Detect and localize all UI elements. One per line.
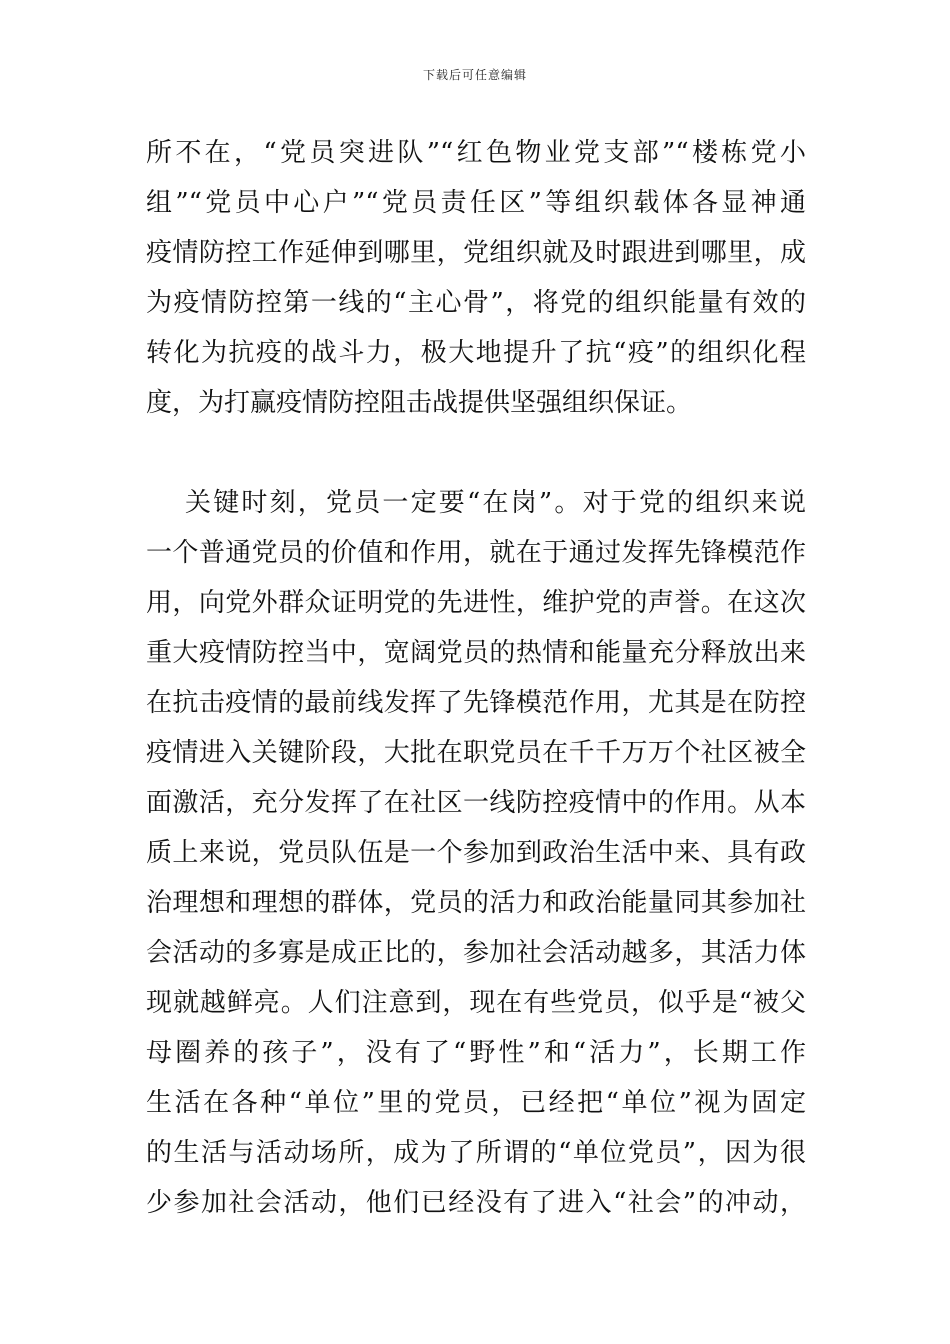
text-line: 组”“党员中心户”“党员责任区”等组织载体各显神通 <box>146 188 806 218</box>
text-line: 一个普通党员的价值和作用，就在于通过发挥先锋模范作 <box>146 538 806 568</box>
text-line: 的生活与活动场所，成为了所谓的“单位党员”，因为很 <box>146 1138 806 1168</box>
paragraph-spacer <box>146 428 806 478</box>
paragraph-1 <box>146 128 806 428</box>
text-line: 所不在，“党员突进队”“红色物业党支部”“楼栋党小 <box>146 138 806 168</box>
text-line: 重大疫情防控当中，宽阔党员的热情和能量充分释放出来 <box>146 638 806 668</box>
text-line: 少参加社会活动，他们已经没有了进入“社会”的冲动， <box>146 1188 806 1218</box>
text-line: 治理想和理想的群体，党员的活力和政治能量同其参加社 <box>146 888 806 918</box>
text-line: 在抗击疫情的最前线发挥了先锋模范作用，尤其是在防控 <box>146 688 806 718</box>
text-line: 母圈养的孩子”，没有了“野性”和“活力”，长期工作 <box>146 1038 806 1068</box>
text-line: 转化为抗疫的战斗力，极大地提升了抗“疫”的组织化程 <box>146 338 806 368</box>
page-header: 下载后可任意编辑 <box>422 68 527 82</box>
text-line: 面激活，充分发挥了在社区一线防控疫情中的作用。从本 <box>146 788 806 818</box>
text-line: 现就越鲜亮。人们注意到，现在有些党员，似乎是“被父 <box>146 988 806 1018</box>
text-line: 疫情防控工作延伸到哪里，党组织就及时跟进到哪里，成 <box>146 238 806 268</box>
text-line: 为疫情防控第一线的“主心骨”，将党的组织能量有效的 <box>146 288 806 318</box>
text-line: 用，向党外群众证明党的先进性，维护党的声誉。在这次 <box>146 588 806 618</box>
text-line: 会活动的多寡是成正比的，参加社会活动越多，其活力体 <box>146 938 806 968</box>
text-line: 生活在各种“单位”里的党员，已经把“单位”视为固定 <box>146 1088 806 1118</box>
text-line: 关键时刻，党员一定要“在岗”。对于党的组织来说 <box>185 488 806 518</box>
document-body <box>146 128 806 1228</box>
text-line: 度，为打赢疫情防控阻击战提供坚强组织保证。 <box>146 388 693 418</box>
text-line: 质上来说，党员队伍是一个参加到政治生活中来、具有政 <box>146 838 806 868</box>
text-line: 疫情进入关键阶段，大批在职党员在千千万万个社区被全 <box>146 738 806 768</box>
paragraph-2 <box>146 478 806 1228</box>
